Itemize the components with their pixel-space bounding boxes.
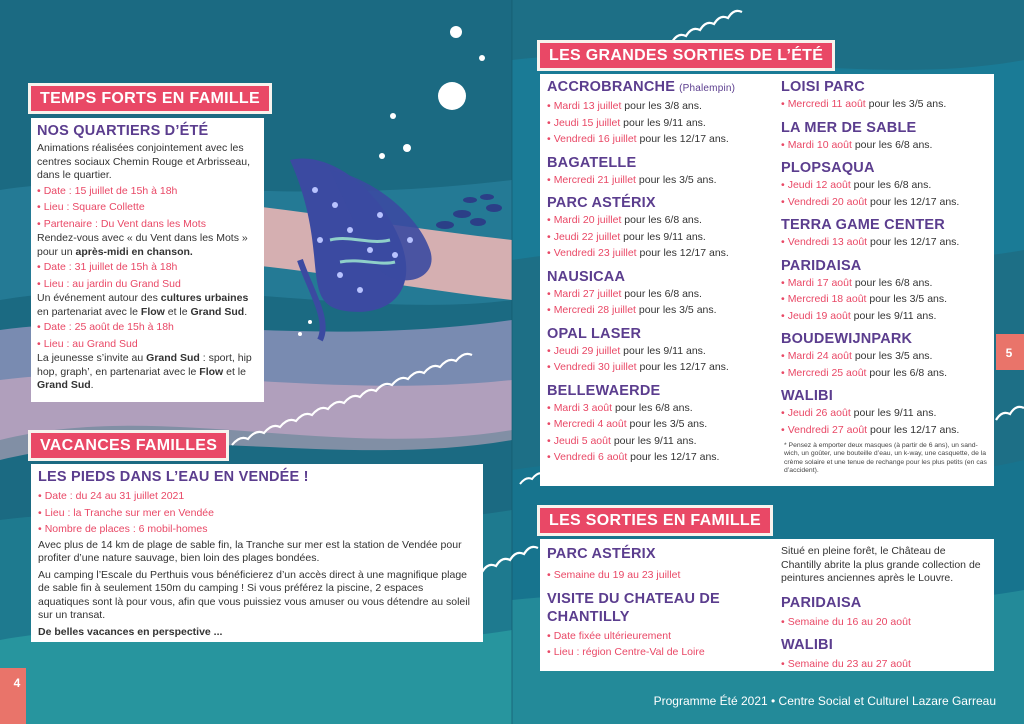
list-item: • Date : 15 juillet de 15h à 18h xyxy=(37,184,178,197)
vacances-closing: De belles vacances en perspective ... xyxy=(38,625,223,638)
list-item: • Jeudi 5 août pour les 9/11 ans. xyxy=(547,434,697,447)
sorties-famille-column-2 xyxy=(781,545,987,673)
list-item: • Vendredi 6 août pour les 12/17 ans. xyxy=(547,451,720,463)
venue-group xyxy=(781,387,991,438)
list-item: • Mercredi 11 août pour les 3/5 ans. xyxy=(781,98,947,110)
sorties-famille-column-1 xyxy=(547,545,772,661)
list-item: • Mardi 13 juillet pour les 3/8 ans. xyxy=(547,100,702,112)
pieds-dans-leau-title: LES PIEDS DANS L’EAU EN VENDÉE ! xyxy=(38,469,309,485)
temps-forts-intro: Animations réalisées conjointement avec les centres sociaux Chemin Rouge et Arbrisseau, dans le quartier. xyxy=(37,142,251,181)
list-item: • Lieu : Square Collette xyxy=(37,201,145,213)
venue-title: OPAL LASER xyxy=(547,325,642,342)
list-item: • Mercredi 25 août pour les 6/8 ans. xyxy=(781,366,948,379)
venue-group xyxy=(781,119,991,154)
list-item: • Mercredi 18 août pour les 3/5 ans. xyxy=(781,293,948,305)
list-item: • Date : 25 août de 15h à 18h xyxy=(37,321,174,333)
venue-group xyxy=(547,194,772,262)
list-item: • Vendredi 13 août pour les 12/17 ans. xyxy=(781,236,960,248)
chantilly-title: VISITE DU CHATEAU DE CHANTILLY xyxy=(547,590,720,625)
temps-forts-card xyxy=(31,118,264,402)
list-item: • Jeudi 29 juillet pour les 9/11 ans. xyxy=(547,344,706,357)
venue-group xyxy=(781,257,991,325)
list-item: • Partenaire : Du Vent dans les Mots xyxy=(37,217,206,230)
list-item: • Semaine du 23 au 27 août xyxy=(781,658,911,670)
sorties-famille-badge: LES SORTIES EN FAMILLE xyxy=(540,508,770,533)
venue-group xyxy=(547,325,772,376)
list-item: • Mardi 3 août pour les 6/8 ans. xyxy=(547,401,693,414)
vacances-paragraph-2: Au camping l’Escale du Perthuis vous bénéficierez d’un accès direct à une magnifique plage de sable fin à seulement 150m du camping ! Si vous préférez la piscine, 2 espaces aquatiques sont là pour vous, afin que vous puissiez vous amuser ou vous détendre au soleil sur un transat. xyxy=(38,568,470,621)
equipment-note: * Pensez à emporter deux masques (à partir de 6 ans), un sand-wich, un goûter, une bouteille d’eau, un k-way, une casquette, de la crème solaire et une tenue de rechange pour les plus petits (en cas d’accident). xyxy=(784,442,987,475)
venue-title: LA MER DE SABLE xyxy=(781,119,917,136)
temps-forts-bullets-1 xyxy=(37,183,259,233)
list-item: • Mardi 20 juillet pour les 6/8 ans. xyxy=(547,214,702,226)
venue-title: NAUSICAA xyxy=(547,268,626,285)
list-item: • Vendredi 27 août pour les 12/17 ans. xyxy=(781,423,960,436)
grandes-sorties-column-2 xyxy=(781,78,991,444)
nos-quartiers-title: NOS QUARTIERS D’ÉTÉ xyxy=(37,123,209,139)
list-item: • Date : 31 juillet de 15h à 18h xyxy=(37,261,178,273)
list-item: • Mercredi 28 juillet pour les 3/5 ans. xyxy=(547,304,717,316)
list-item: • Mercredi 21 juillet pour les 3/5 ans. xyxy=(547,173,717,186)
list-item: • Mardi 17 août pour les 6/8 ans. xyxy=(781,276,933,289)
grandes-sorties-badge: LES GRANDES SORTIES DE L’ÉTÉ xyxy=(540,43,832,68)
list-item: • Vendredi 30 juillet pour les 12/17 ans. xyxy=(547,361,729,373)
temps-forts-paragraph-2: Rendez-vous avec « du Vent dans les Mots » pour un après-midi en chanson. xyxy=(37,232,248,258)
venue-group xyxy=(781,159,991,210)
paridaisa-title: PARIDAISA xyxy=(781,594,862,611)
venue-title: BOUDEWIJNPARK xyxy=(781,331,913,347)
temps-forts-paragraph-3: Un événement autour des cultures urbaines en partenariat avec le Flow et le Grand Sud. xyxy=(37,292,249,318)
venue-group xyxy=(547,154,772,189)
list-item: • Lieu : région Centre-Val de Loire xyxy=(547,646,705,658)
list-item: • Date : du 24 au 31 juillet 2021 xyxy=(38,490,185,502)
venue-title: PARC ASTÉRIX xyxy=(547,195,656,211)
page-number-left: 4 xyxy=(13,676,21,690)
list-item: • Vendredi 20 août pour les 12/17 ans. xyxy=(781,195,960,208)
list-item: • Lieu : la Tranche sur mer en Vendée xyxy=(38,506,214,519)
chantilly-description: Situé en pleine forêt, le Château de Chantilly abrite la plus grande collection de peintures anciennes après le Louvre. xyxy=(781,545,981,584)
list-item: • Nombre de places : 6 mobil-homes xyxy=(38,523,208,535)
venue-group xyxy=(781,78,991,113)
venue-title: WALIBI xyxy=(781,388,833,404)
list-item: • Mardi 10 août pour les 6/8 ans. xyxy=(781,138,933,151)
walibi-title: WALIBI xyxy=(781,637,833,653)
list-item: • Jeudi 22 juillet pour les 9/11 ans. xyxy=(547,230,706,243)
parc-asterix-title: PARC ASTÉRIX xyxy=(547,546,656,562)
venue-group xyxy=(547,382,772,466)
venue-title: PLOPSAQUA xyxy=(781,160,875,176)
list-item: • Lieu : au jardin du Grand Sud xyxy=(37,277,181,290)
list-item: • Date fixée ultérieurement xyxy=(547,629,671,642)
list-item: • Jeudi 12 août pour les 6/8 ans. xyxy=(781,179,932,191)
venue-title: PARIDAISA xyxy=(781,257,862,274)
list-item: • Mardi 27 juillet pour les 6/8 ans. xyxy=(547,287,702,300)
page-number-right: 5 xyxy=(1005,346,1013,360)
sorties-famille-card xyxy=(540,539,994,671)
list-item: • Jeudi 26 août pour les 9/11 ans. xyxy=(781,407,937,419)
venue-group xyxy=(547,78,772,148)
list-item: • Semaine du 19 au 23 juillet xyxy=(547,569,681,581)
vacances-familles-card xyxy=(31,464,483,642)
list-item: • Jeudi 19 août pour les 9/11 ans. xyxy=(781,309,937,322)
venue-group xyxy=(781,216,991,251)
vacances-familles-badge: VACANCES FAMILLES xyxy=(31,433,226,458)
venue-title: LOISI PARC xyxy=(781,79,865,95)
temps-forts-paragraph-4: La jeunesse s’invite au Grand Sud : sport, hip hop, graph’, en partenariat avec le Flow et le Grand Sud. xyxy=(37,352,252,391)
list-item: • Mercredi 4 août pour les 3/5 ans. xyxy=(547,418,708,430)
page-footer: Programme Été 2021 • Centre Social et Culturel Lazare Garreau xyxy=(653,694,996,708)
list-item: • Jeudi 15 juillet pour les 9/11 ans. xyxy=(547,116,706,129)
venue-title: BAGATELLE xyxy=(547,154,637,171)
venue-group xyxy=(781,330,991,381)
list-item: • Lieu : au Grand Sud xyxy=(37,337,138,350)
venue-title: ACCROBRANCHE (Phalempin) xyxy=(547,79,736,95)
list-item: • Mardi 24 août pour les 3/5 ans. xyxy=(781,350,933,362)
venue-group xyxy=(547,268,772,319)
grandes-sorties-column-1 xyxy=(547,78,772,472)
grandes-sorties-card xyxy=(540,74,994,486)
venue-title: TERRA GAME CENTER xyxy=(781,217,945,233)
temps-forts-badge: TEMPS FORTS EN FAMILLE xyxy=(31,86,269,111)
list-item: • Vendredi 23 juillet pour les 12/17 ans. xyxy=(547,247,729,259)
vacances-paragraph-1: Avec plus de 14 km de plage de sable fin, la Tranche sur mer est la station de Vendée pour profiter d’une nature sauvage, bien loin des plages bondées. xyxy=(38,538,462,564)
list-item: • Semaine du 16 au 20 août xyxy=(781,615,911,628)
venue-title: BELLEWAERDE xyxy=(547,382,661,399)
list-item: • Vendredi 16 juillet pour les 12/17 ans. xyxy=(547,133,729,145)
